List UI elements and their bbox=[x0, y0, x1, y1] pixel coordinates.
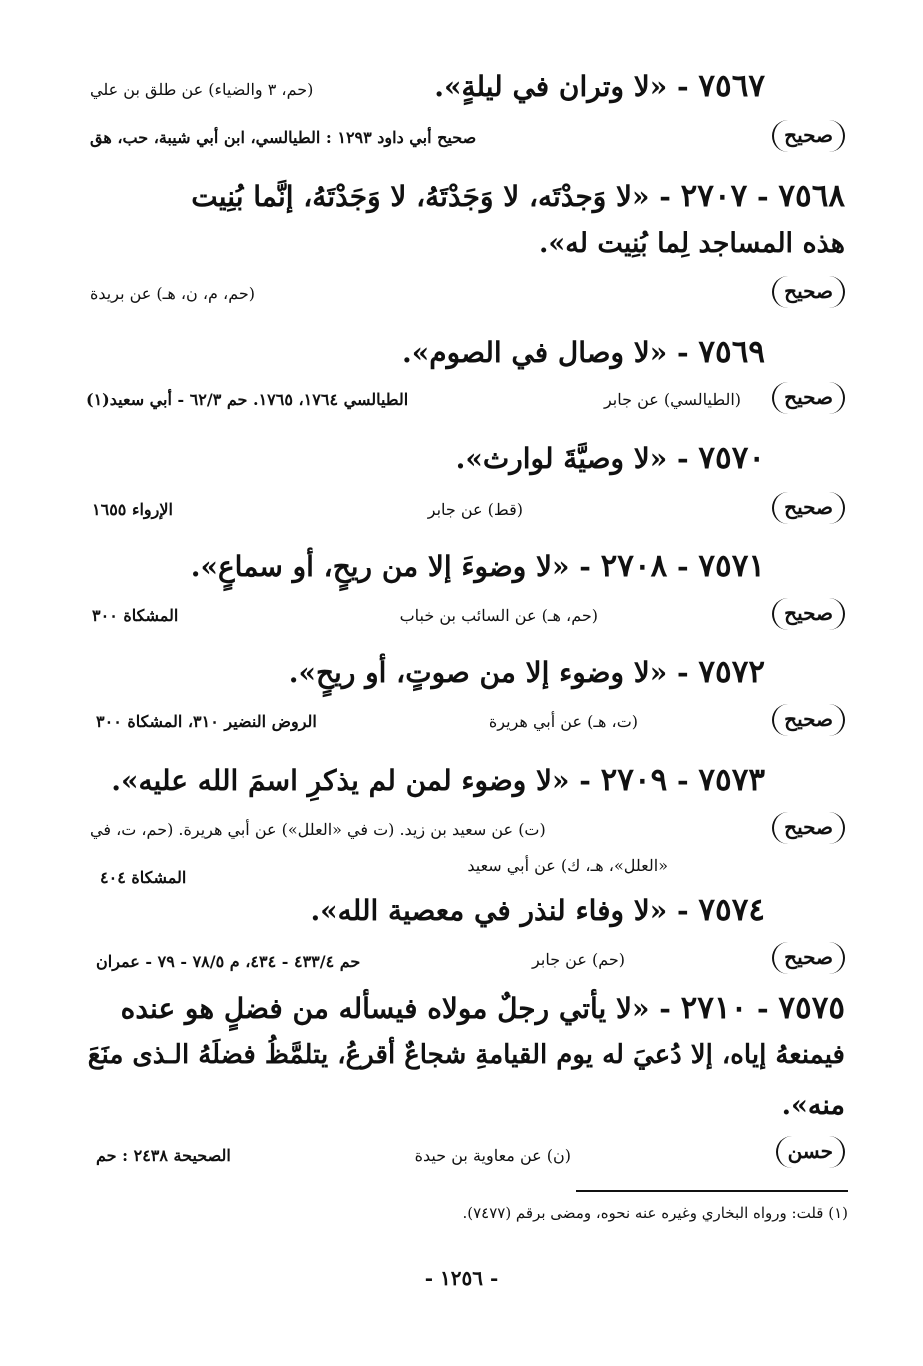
reference-text: الصحيحة ٢٤٣٨ : حم bbox=[96, 1146, 231, 1165]
hadith-number: ٧٥٦٩ bbox=[698, 334, 765, 370]
hadith-secondary-number: ٢٧٠٧ bbox=[680, 178, 748, 214]
grade-line bbox=[0, 382, 923, 422]
grade-badge: صحيح bbox=[772, 492, 845, 524]
hadith-text: «لا وتران في ليلةٍ». bbox=[434, 70, 668, 103]
source-continuation bbox=[0, 852, 923, 892]
hadith-continuation bbox=[0, 1090, 923, 1130]
grade-line bbox=[0, 704, 923, 744]
hadith-text: «لا وصيَّةَ لوارث». bbox=[455, 442, 668, 475]
hadith-text-continued: منه». bbox=[781, 1090, 845, 1121]
hadith-line: ٧٥٦٩ - «لا وصال في الصوم». bbox=[402, 334, 765, 370]
grade-badge: صحيح bbox=[772, 120, 845, 152]
reference-text: المشكاة ٣٠٠ bbox=[92, 606, 179, 625]
grade-line bbox=[0, 120, 923, 160]
hadith-secondary-number: ٢٧١٠ bbox=[680, 990, 748, 1026]
hadith-source: (ن) عن معاوية بن حيدة bbox=[414, 1146, 571, 1165]
reference-text: الطيالسي ١٧٦٤، ١٧٦٥. حم ٦٢/٣ - أبي سعيد(١) bbox=[86, 390, 409, 409]
footnote-separator bbox=[576, 1190, 848, 1192]
hadith-line: ٧٥٧٣ - ٢٧٠٩ - «لا وضوء لمن لم يذكرِ اسمَ الله عليه». bbox=[111, 762, 765, 798]
hadith-text: «لا وَجدْتَه، لا وَجَدْتَهُ، لا وَجَدْتَهُ، إنَّما بُنِيت bbox=[191, 180, 650, 213]
hadith-number: ٧٥٧٠ bbox=[698, 440, 765, 476]
hadith-text-continued: فيمنعهُ إياه، إلا دُعيَ له يوم القيامةِ شجاعٌ أقرعُ، يتلمَّظُ فضلَهُ الـذى منَعَ bbox=[87, 1040, 845, 1070]
hadith-line: ٧٥٦٧ - «لا وتران في ليلةٍ». (حم، ٣ والضياء) عن طلق بن علي bbox=[90, 68, 765, 104]
hadith-source: (ت، هـ) عن أبي هريرة bbox=[488, 712, 638, 731]
footnote: (١) قلت: ورواه البخاري وغيره عنه نحوه، ومضى برقم (٧٤٧٧). bbox=[462, 1204, 848, 1222]
grade-badge: صحيح bbox=[772, 942, 845, 974]
grade-badge: صحيح bbox=[772, 598, 845, 630]
page-number: - ١٢٥٦ - bbox=[424, 1266, 499, 1290]
hadith-source-continued: «العلل»، هـ، ك) عن أبي سعيد bbox=[467, 856, 668, 875]
hadith-source: (حم، ٣ والضياء) عن طلق بن علي bbox=[90, 80, 314, 99]
hadith-line: ٧٥٦٨ - ٢٧٠٧ - «لا وَجدْتَه، لا وَجَدْتَهُ، لا وَجَدْتَهُ، إنَّما بُنِيت bbox=[191, 178, 845, 214]
hadith-secondary-number: ٢٧٠٩ bbox=[600, 762, 668, 798]
hadith-text: «لا وضوءَ إلا من ريحٍ، أو سماعٍ». bbox=[190, 550, 570, 583]
hadith-source: (حم) عن جابر bbox=[532, 950, 625, 969]
hadith-secondary-number: ٢٧٠٨ bbox=[600, 548, 668, 584]
hadith-number: ٧٥٧٣ bbox=[698, 762, 765, 798]
hadith-text: «لا وضوء إلا من صوتٍ، أو ريحٍ». bbox=[288, 656, 668, 689]
hadith-text: «لا وضوء لمن لم يذكرِ اسمَ الله عليه». bbox=[111, 764, 570, 797]
grade-badge: صحيح bbox=[772, 382, 845, 414]
hadith-text: «لا يأتي رجلٌ مولاه فيسأله من فضلٍ هو عنده bbox=[120, 992, 650, 1025]
grade-line bbox=[0, 276, 923, 316]
grade-badge: صحيح bbox=[772, 812, 845, 844]
grade-badge: صحيح bbox=[772, 704, 845, 736]
hadith-continuation bbox=[0, 1040, 923, 1080]
reference-text: صحيح أبي داود ١٢٩٣ : الطيالسي، ابن أبي شيبة، حب، هق bbox=[90, 128, 477, 147]
hadith-line: ٧٥٧٢ - «لا وضوء إلا من صوتٍ، أو ريحٍ». bbox=[288, 654, 765, 690]
hadith-number: ٧٥٧٢ bbox=[698, 654, 765, 690]
hadith-source: (حم، هـ) عن السائب بن خباب bbox=[399, 606, 598, 625]
hadith-text: «لا وصال في الصوم». bbox=[402, 336, 668, 369]
grade-line bbox=[0, 598, 923, 638]
grade-line bbox=[0, 1136, 923, 1176]
hadith-source: (ت) عن سعيد بن زيد. (ت في «العلل») عن أبي هريرة. (حم، ت، في bbox=[90, 820, 546, 839]
hadith-source: (الطيالسي) عن جابر bbox=[603, 390, 741, 409]
hadith-text-continued: هذه المساجد لِما بُنِيت له». bbox=[538, 228, 845, 259]
hadith-number: ٧٥٦٨ bbox=[778, 178, 845, 214]
hadith-line: ٧٥٧٤ - «لا وفاء لنذر في معصية الله». bbox=[310, 892, 765, 928]
hadith-line: ٧٥٧١ - ٢٧٠٨ - «لا وضوءَ إلا من ريحٍ، أو سماعٍ». bbox=[190, 548, 765, 584]
hadith-text: «لا وفاء لنذر في معصية الله». bbox=[310, 894, 668, 927]
grade-badge: حسن bbox=[776, 1136, 845, 1168]
grade-badge: صحيح bbox=[772, 276, 845, 308]
hadith-source: (حم، م، ن، هـ) عن بريدة bbox=[90, 284, 255, 303]
hadith-line: ٧٥٧٠ - «لا وصيَّةَ لوارث». bbox=[455, 440, 765, 476]
hadith-number: ٧٥٦٧ bbox=[698, 68, 765, 104]
reference-text: حم ٤٣٣/٤ - ٤٣٤، م ٧٨/٥ - ٧٩ - عمران bbox=[96, 952, 361, 971]
reference-text: الروض النضير ٣١٠، المشكاة ٣٠٠ bbox=[96, 712, 317, 731]
hadith-number: ٧٥٧٤ bbox=[698, 892, 765, 928]
hadith-continuation bbox=[0, 228, 923, 268]
hadith-source: (قط) عن جابر bbox=[427, 500, 523, 519]
reference-text: المشكاة ٤٠٤ bbox=[100, 868, 187, 887]
grade-line bbox=[0, 812, 923, 852]
grade-line bbox=[0, 942, 923, 982]
hadith-number: ٧٥٧٥ bbox=[778, 990, 845, 1026]
grade-line bbox=[0, 492, 923, 532]
hadith-line: ٧٥٧٥ - ٢٧١٠ - «لا يأتي رجلٌ مولاه فيسأله من فضلٍ هو عنده bbox=[120, 990, 845, 1026]
reference-text: الإرواء ١٦٥٥ bbox=[92, 500, 173, 519]
hadith-number: ٧٥٧١ bbox=[698, 548, 765, 584]
